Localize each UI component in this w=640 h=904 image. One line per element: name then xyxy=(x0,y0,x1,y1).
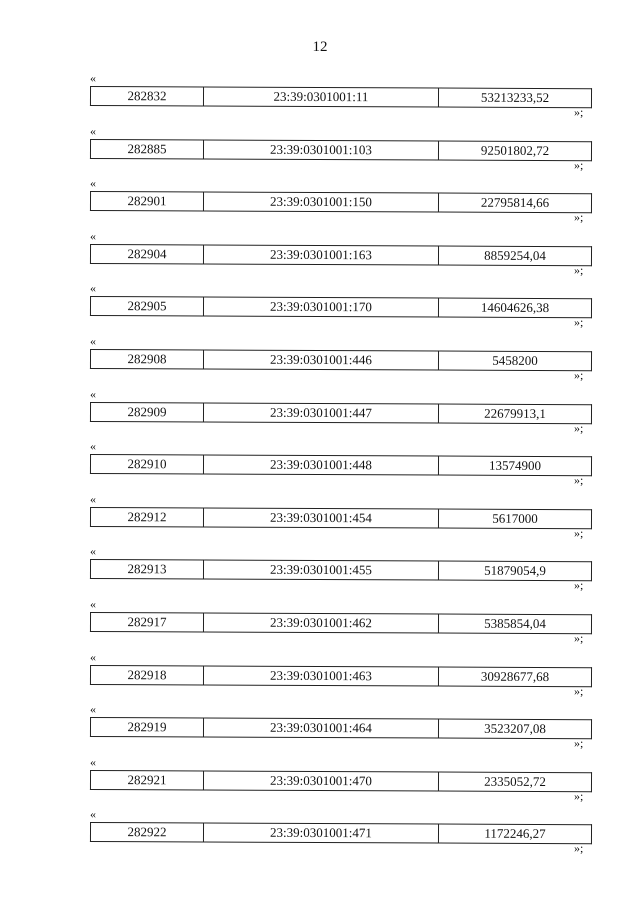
close-quote: »; xyxy=(574,368,584,382)
table-row xyxy=(90,86,592,108)
close-quote: »; xyxy=(574,841,584,856)
open-quote: « xyxy=(90,228,96,243)
table-row xyxy=(90,296,592,318)
table-entry xyxy=(0,177,640,229)
row-id-cell: 282885 xyxy=(90,139,203,158)
open-quote: « xyxy=(90,649,96,664)
open-quote: « xyxy=(90,281,96,296)
close-quote: »; xyxy=(574,262,584,277)
row-id-cell: 282910 xyxy=(90,455,203,474)
value-cell: 53213233,52 xyxy=(438,88,591,108)
page-number: 12 xyxy=(312,39,328,55)
table-row xyxy=(90,559,592,581)
open-quote: « xyxy=(90,386,96,401)
close-quote: »; xyxy=(574,157,584,172)
close-quote: »; xyxy=(574,736,584,751)
value-cell: 92501802,72 xyxy=(438,141,591,161)
cadastral-number-cell: 23:39:0301001:462 xyxy=(203,613,438,633)
table-entry xyxy=(0,125,640,177)
value-cell: 5458200 xyxy=(438,351,591,371)
table-row xyxy=(90,349,592,371)
value-cell: 2335052,72 xyxy=(438,772,591,792)
cadastral-number-cell: 23:39:0301001:454 xyxy=(203,508,438,528)
value-cell: 30928677,68 xyxy=(438,667,591,687)
value-cell: 1172246,27 xyxy=(438,824,591,844)
table-entry xyxy=(0,335,640,387)
table-entry xyxy=(0,230,640,282)
open-quote: « xyxy=(90,807,96,822)
table-entry xyxy=(0,703,640,755)
cadastral-number-cell: 23:39:0301001:103 xyxy=(203,140,438,160)
row-id-cell: 282909 xyxy=(90,402,203,421)
close-quote: »; xyxy=(574,420,584,435)
table-entry xyxy=(0,388,640,440)
open-quote: « xyxy=(90,71,96,85)
table-row xyxy=(90,507,592,529)
cadastral-number-cell: 23:39:0301001:471 xyxy=(203,823,438,843)
close-quote: »; xyxy=(574,578,584,593)
row-id-cell: 282905 xyxy=(90,297,203,316)
table-row xyxy=(90,402,592,424)
close-quote: »; xyxy=(574,210,584,225)
value-cell: 14604626,38 xyxy=(438,298,591,318)
table-entry xyxy=(0,651,640,703)
open-quote: « xyxy=(90,491,96,506)
table-row xyxy=(90,139,592,161)
table-row xyxy=(90,665,592,687)
row-id-cell: 282917 xyxy=(90,613,203,632)
cadastral-number-cell: 23:39:0301001:447 xyxy=(203,403,438,423)
close-quote: »; xyxy=(574,525,584,540)
cadastral-number-cell: 23:39:0301001:170 xyxy=(203,297,438,317)
open-quote: « xyxy=(90,544,96,559)
table-row xyxy=(90,454,592,476)
row-id-cell: 282922 xyxy=(90,823,203,842)
row-id-cell: 282921 xyxy=(90,770,203,789)
cadastral-number-cell: 23:39:0301001:163 xyxy=(203,245,438,265)
table-row xyxy=(90,717,592,739)
open-quote: « xyxy=(90,176,96,191)
table-entry xyxy=(0,493,640,545)
table-entry xyxy=(0,756,640,808)
close-quote: »; xyxy=(574,105,584,119)
cadastral-number-cell: 23:39:0301001:11 xyxy=(203,87,438,107)
cadastral-number-cell: 23:39:0301001:446 xyxy=(203,350,438,370)
cadastral-number-cell: 23:39:0301001:455 xyxy=(203,560,438,580)
cadastral-number-cell: 23:39:0301001:470 xyxy=(203,771,438,791)
table-entry xyxy=(0,72,640,124)
open-quote: « xyxy=(90,702,96,717)
cadastral-number-cell: 23:39:0301001:463 xyxy=(203,666,438,686)
table-entry xyxy=(0,598,640,650)
row-id-cell: 282908 xyxy=(90,350,203,369)
close-quote: »; xyxy=(574,683,584,698)
open-quote: « xyxy=(90,439,96,454)
open-quote: « xyxy=(90,597,96,611)
row-id-cell: 282832 xyxy=(90,87,203,106)
close-quote: »; xyxy=(574,631,584,645)
row-id-cell: 282919 xyxy=(90,718,203,737)
table-row xyxy=(90,822,592,844)
value-cell: 5385854,04 xyxy=(438,614,591,634)
table-entry xyxy=(0,808,640,860)
close-quote: »; xyxy=(574,788,584,803)
value-cell: 3523207,08 xyxy=(438,719,591,739)
table-entry xyxy=(0,282,640,334)
value-cell: 13574900 xyxy=(438,456,591,476)
table-entry xyxy=(0,545,640,597)
table-row xyxy=(90,191,592,213)
close-quote: »; xyxy=(574,315,584,330)
cadastral-number-cell: 23:39:0301001:464 xyxy=(203,718,438,738)
value-cell: 5617000 xyxy=(438,509,591,529)
value-cell: 8859254,04 xyxy=(438,246,591,266)
cadastral-number-cell: 23:39:0301001:150 xyxy=(203,192,438,212)
table-row xyxy=(90,244,592,266)
row-id-cell: 282913 xyxy=(90,560,203,579)
open-quote: « xyxy=(90,123,96,138)
value-cell: 22795814,66 xyxy=(438,193,591,213)
open-quote: « xyxy=(90,754,96,769)
open-quote: « xyxy=(90,334,96,348)
row-id-cell: 282904 xyxy=(90,244,203,263)
table-entry xyxy=(0,440,640,492)
cadastral-number-cell: 23:39:0301001:448 xyxy=(203,455,438,475)
row-id-cell: 282918 xyxy=(90,665,203,684)
row-id-cell: 282912 xyxy=(90,507,203,526)
table-row xyxy=(90,770,592,792)
row-id-cell: 282901 xyxy=(90,192,203,211)
close-quote: »; xyxy=(574,473,584,488)
value-cell: 51879054,9 xyxy=(438,561,591,581)
value-cell: 22679913,1 xyxy=(438,404,591,424)
table-row xyxy=(90,612,592,634)
